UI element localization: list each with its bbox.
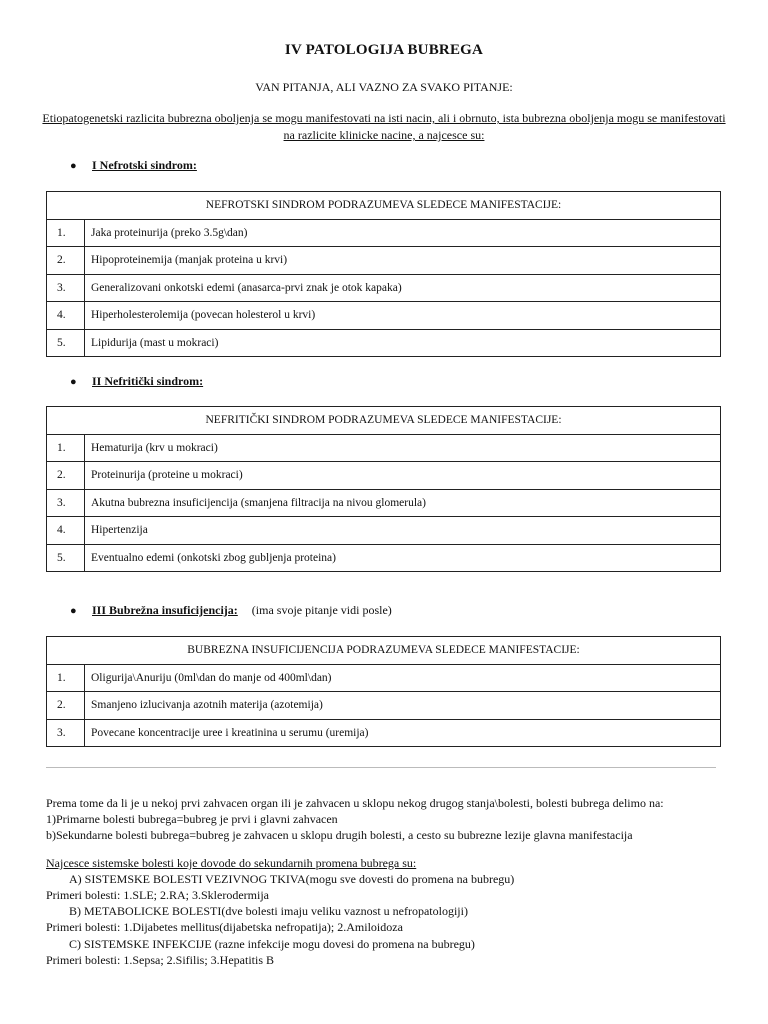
table-row [47, 664, 721, 692]
nefriticki-table [46, 406, 721, 572]
table-row [47, 489, 721, 517]
table-row [47, 517, 721, 545]
row-number: 1. [47, 664, 85, 692]
systemic-diseases-heading: Najcesce sistemske bolesti koje dovode do sekundarnih promena bubrega su: [46, 855, 417, 870]
section-note: (ima svoje pitanje vidi posle) [251, 603, 392, 617]
row-number: 4. [47, 302, 85, 330]
list-item-examples: Primeri bolesti: 1.SLE; 2.RA; 3.Sklerodermija [46, 888, 269, 903]
row-number: 3. [47, 274, 85, 302]
secondary-diseases-line: b)Sekundarne bolesti bubrega=bubreg je zahvacen u sklopu drugih bolesti, a cesto su bubrezne lezije glavna manifestacija [46, 828, 633, 843]
insuficijencija-table [46, 636, 721, 747]
table-header: BUBREZNA INSUFICIJENCIJA PODRAZUMEVA SLEDECE MANIFESTACIJE: [47, 637, 721, 665]
table-row [47, 247, 721, 275]
table-row [47, 302, 721, 330]
section-heading-insuficijencija [70, 603, 392, 618]
row-text: Smanjeno izlucivanja azotnih materija (azotemija) [85, 692, 721, 720]
list-item-examples: Primeri bolesti: 1.Sepsa; 2.Sifilis; 3.Hepatitis B [46, 952, 274, 967]
row-number: 1. [47, 434, 85, 462]
nefrotski-table [46, 191, 721, 357]
row-text: Hematurija (krv u mokraci) [85, 434, 721, 462]
table-row [47, 544, 721, 572]
bullet-icon: ● [70, 160, 77, 172]
bullet-icon: ● [70, 376, 77, 388]
classification-paragraph: Prema tome da li je u nekoj prvi zahvacen organ ili je zahvacen u sklopu nekog drugog stanja\bolesti, bolesti bubrega delimo na: [46, 796, 664, 810]
section-divider [46, 767, 716, 768]
section-title: II Nefritički sindrom: [92, 374, 204, 388]
list-item-examples: Primeri bolesti: 1.Dijabetes mellitus(dijabetska nefropatija); 2.Amiloidoza [46, 920, 403, 935]
table-header: NEFRITIČKI SINDROM PODRAZUMEVA SLEDECE MANIFESTACIJE: [47, 407, 721, 435]
table-header-row [47, 192, 721, 220]
intro-paragraph: Etiopatogenetski razlicita bubrezna oboljenja se mogu manifestovati na isti nacin, ali i obrnuto, ista bubrezna oboljenja mogu se manifestovati na razlicite klinicke nacine, a najcesce su: [42, 111, 726, 142]
table-row [47, 274, 721, 302]
section-title: III Bubrežna insuficijencija: [92, 603, 238, 617]
table-header-row [47, 407, 721, 435]
page-title: IV PATOLOGIJA BUBREGA [284, 42, 484, 58]
row-number: 5. [47, 329, 85, 357]
list-item-heading: A) SISTEMSKE BOLESTI VEZIVNOG TKIVA(mogu sve dovesti do promena na bubregu) [69, 871, 515, 886]
row-text: Hipoproteinemija (manjak proteina u krvi) [85, 247, 721, 275]
table-header-row [47, 637, 721, 665]
section-title: I Nefrotski sindrom: [92, 158, 197, 172]
table-row [47, 719, 721, 747]
primary-diseases-line: 1)Primarne bolesti bubrega=bubreg je prvi i glavni zahvacen [46, 812, 338, 827]
row-text: Akutna bubrezna insuficijencija (smanjena filtracija na nivou glomerula) [85, 489, 721, 517]
table-row [47, 434, 721, 462]
table-row [47, 219, 721, 247]
row-number: 2. [47, 692, 85, 720]
section-heading-nefriticki [70, 374, 203, 389]
row-number: 2. [47, 462, 85, 490]
bottom-text [46, 795, 736, 968]
row-text: Generalizovani onkotski edemi (anasarca-prvi znak je otok kapaka) [85, 274, 721, 302]
row-text: Povecane koncentracije uree i kreatinina u serumu (uremija) [85, 719, 721, 747]
row-number: 3. [47, 489, 85, 517]
row-text: Proteinurija (proteine u mokraci) [85, 462, 721, 490]
row-text: Oligurija\Anuriju (0ml\dan do manje od 400ml\dan) [85, 664, 721, 692]
table-row [47, 692, 721, 720]
row-number: 5. [47, 544, 85, 572]
row-number: 2. [47, 247, 85, 275]
list-item-heading: C) SISTEMSKE INFEKCIJE (razne infekcije mogu dovesi do promena na bubregu) [69, 936, 475, 951]
row-number: 3. [47, 719, 85, 747]
list-item-heading: B) METABOLICKE BOLESTI(dve bolesti imaju veliku vaznost u nefropatologiji) [69, 904, 468, 919]
table-row [47, 462, 721, 490]
section-heading-nefrotski [70, 158, 197, 173]
row-number: 1. [47, 219, 85, 247]
row-text: Hiperholesterolemija (povecan holesterol u krvi) [85, 302, 721, 330]
row-text: Hipertenzija [85, 517, 721, 545]
bullet-icon: ● [70, 605, 77, 617]
page-subtitle: VAN PITANJA, ALI VAZNO ZA SVAKO PITANJE: [255, 80, 513, 94]
table-header: NEFROTSKI SINDROM PODRAZUMEVA SLEDECE MANIFESTACIJE: [47, 192, 721, 220]
row-text: Lipidurija (mast u mokraci) [85, 329, 721, 357]
row-text: Jaka proteinurija (preko 3.5g\dan) [85, 219, 721, 247]
row-text: Eventualno edemi (onkotski zbog gubljenja proteina) [85, 544, 721, 572]
row-number: 4. [47, 517, 85, 545]
table-row [47, 329, 721, 357]
